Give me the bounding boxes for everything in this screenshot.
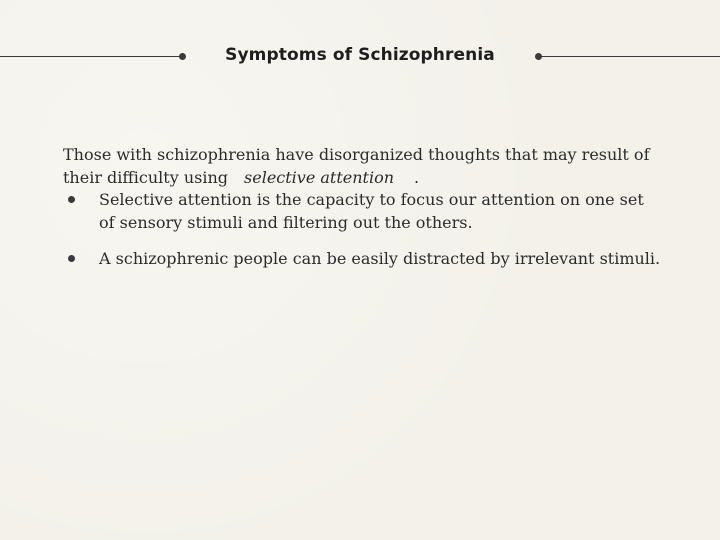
bullet-list [63, 188, 663, 283]
intro-text: Those with schizophrenia have disorganized thoughts that may result of their difficulty using [63, 145, 650, 187]
bullet-item [63, 188, 663, 234]
intro-term: selective attention [244, 168, 395, 187]
title-rule-right [539, 56, 720, 57]
intro-paragraph [63, 143, 663, 189]
slide-title: Symptoms of Schizophrenia [225, 45, 495, 65]
bullet-text: Selective attention is the capacity to focus our attention on one set of sensory stimuli and filtering out the others. [99, 190, 644, 232]
bullet-text: A schizophrenic people can be easily distracted by irrelevant stimuli. [99, 249, 661, 268]
bullet-dot-icon [68, 196, 75, 203]
bullet-item [63, 247, 663, 270]
title-rule-left [0, 56, 183, 57]
title-rule-left-dot [179, 53, 186, 60]
intro-text-end: . [414, 168, 420, 187]
bullet-dot-icon [68, 255, 75, 262]
